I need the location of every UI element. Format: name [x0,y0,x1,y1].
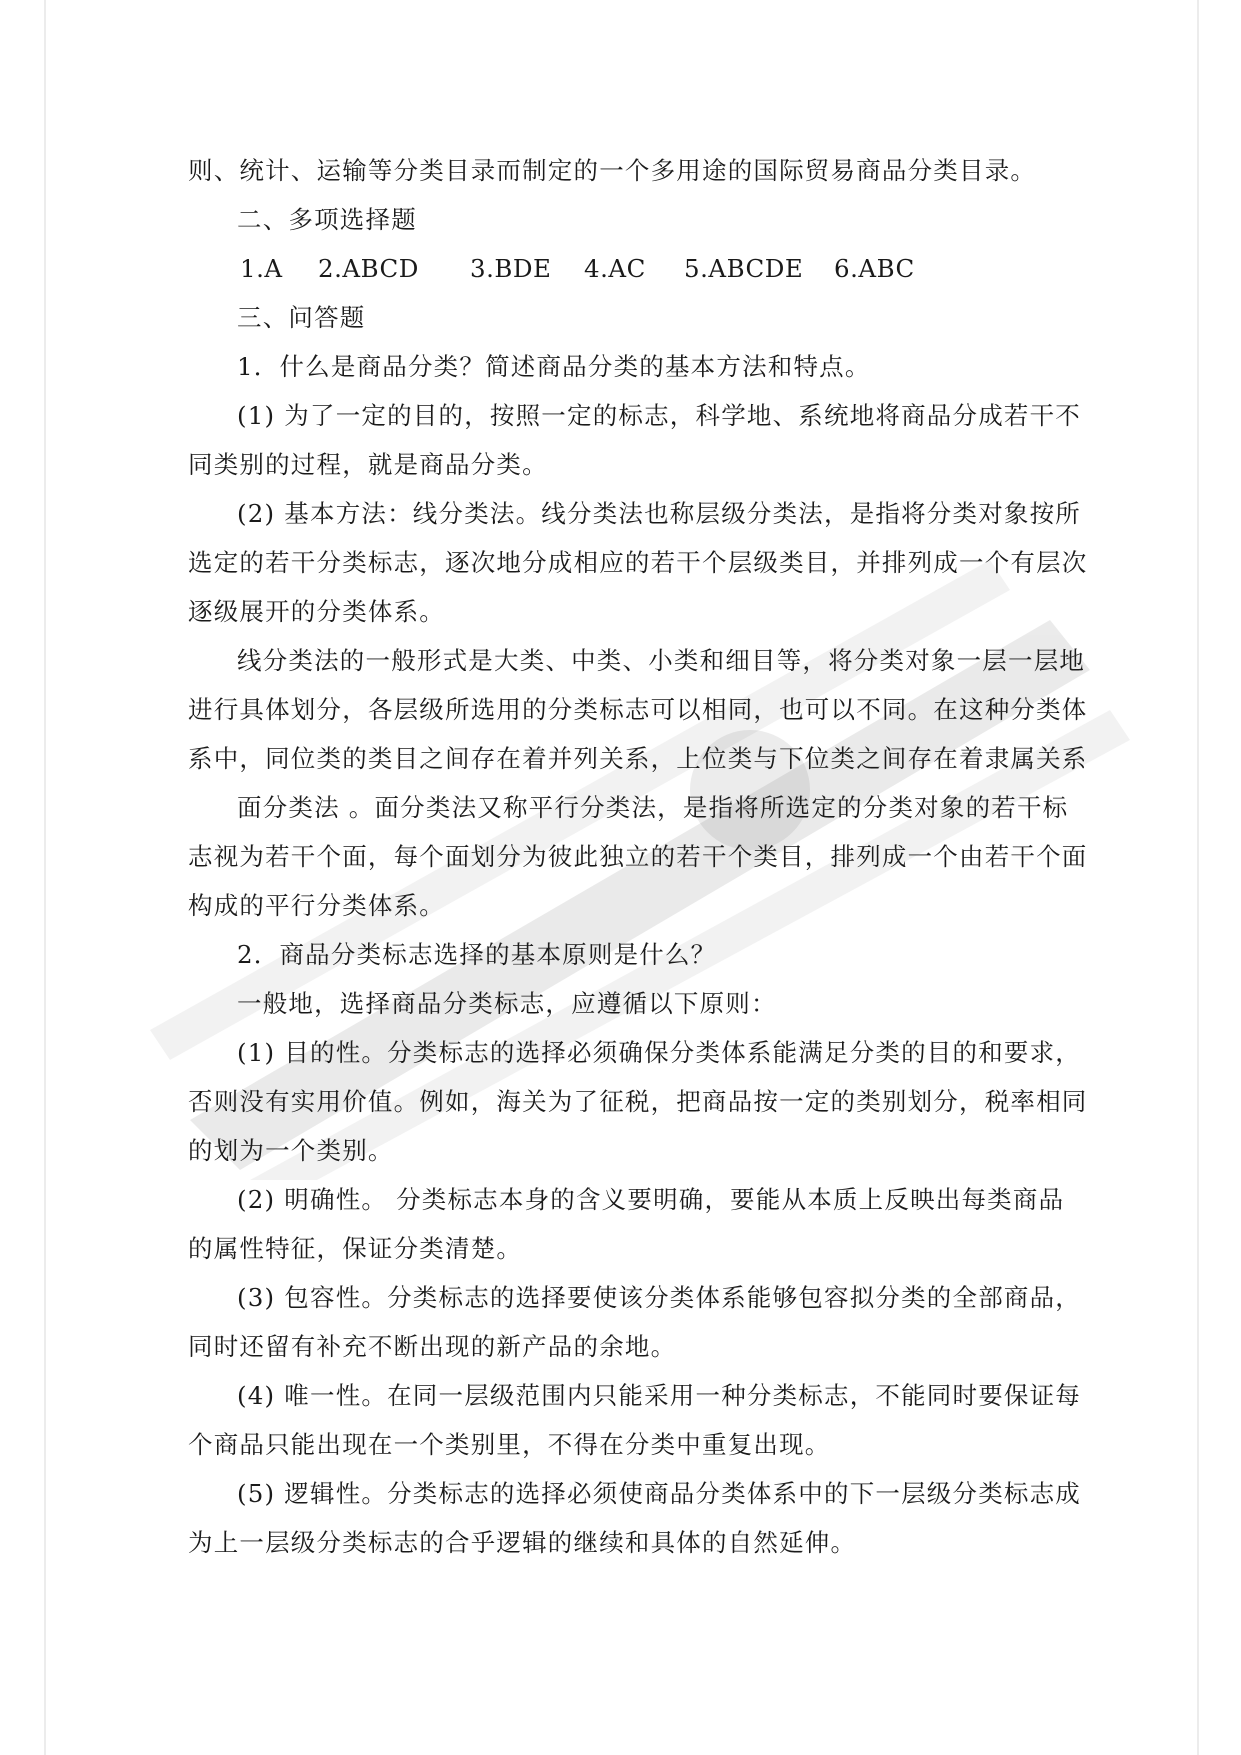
text-line: 的属性特征，保证分类清楚。 [188,1234,523,1263]
scan-edge-right [1197,0,1199,1755]
text-line: (4) 唯一性。在同一层级范围内只能采用一种分类标志，不能同时要保证每 [237,1381,1081,1410]
text-line: 则、统计、运输等分类目录而制定的一个多用途的国际贸易商品分类目录。 [188,156,1037,185]
section-heading: 二、多项选择题 [237,205,417,234]
answer-item: 6.ABC [834,254,915,283]
text-line: 逐级展开的分类体系。 [188,597,445,626]
text-line: 进行具体划分，各层级所选用的分类标志可以相同，也可以不同。在这种分类体 [188,695,1088,724]
text-line: 个商品只能出现在一个类别里，不得在分类中重复出现。 [188,1430,831,1459]
text-line: (3) 包容性。分类标志的选择要使该分类体系能够包容拟分类的全部商品， [237,1283,1081,1312]
question-heading: 2．商品分类标志选择的基本原则是什么？ [237,940,717,969]
text-line: 一般地，选择商品分类标志，应遵循以下原则： [237,989,777,1018]
document-body [188,146,1088,1567]
question-heading: 1．什么是商品分类？简述商品分类的基本方法和特点。 [237,352,871,381]
text-line: 构成的平行分类体系。 [188,891,445,920]
text-line: 同时还留有补充不断出现的新产品的余地。 [188,1332,677,1361]
text-line: (1) 为了一定的目的，按照一定的标志，科学地、系统地将商品分成若干不 [237,401,1081,430]
text-line: (2) 明确性。 分类标志本身的含义要明确，要能从本质上反映出每类商品 [237,1185,1065,1214]
section-heading: 三、问答题 [237,303,366,332]
text-line: 的划为一个类别。 [188,1136,394,1165]
text-line: 线分类法的一般形式是大类、中类、小类和细目等，将分类对象一层一层地 [237,646,1086,675]
answer-item: 4.AC [584,254,646,283]
text-line: 同类别的过程，就是商品分类。 [188,450,548,479]
answer-item: 1.A [240,254,283,283]
text-line: 面分类法 。面分类法又称平行分类法，是指将所选定的分类对象的若干标 [237,793,1069,822]
answer-item: 2.ABCD [318,254,419,283]
text-line: (1) 目的性。分类标志的选择必须确保分类体系能满足分类的目的和要求， [237,1038,1081,1067]
text-line: 否则没有实用价值。例如，海关为了征税，把商品按一定的类别划分，税率相同 [188,1087,1088,1116]
answer-item: 5.ABCDE [684,254,804,283]
text-line: (2) 基本方法：线分类法。线分类法也称层级分类法，是指将分类对象按所 [237,499,1081,528]
scan-edge-left [44,0,46,1755]
text-line: 为上一层级分类标志的合乎逻辑的继续和具体的自然延伸。 [188,1528,857,1557]
answer-item: 3.BDE [470,254,552,283]
answer-key-row [188,244,1058,293]
text-line: (5) 逻辑性。分类标志的选择必须使商品分类体系中的下一层级分类标志成 [237,1479,1081,1508]
text-line: 志视为若干个面，每个面划分为彼此独立的若干个类目，排列成一个由若干个面 [188,842,1088,871]
text-line: 系中，同位类的类目之间存在着并列关系，上位类与下位类之间存在着隶属关系 [188,744,1088,773]
text-line: 选定的若干分类标志，逐次地分成相应的若干个层级类目，并排列成一个有层次 [188,548,1088,577]
